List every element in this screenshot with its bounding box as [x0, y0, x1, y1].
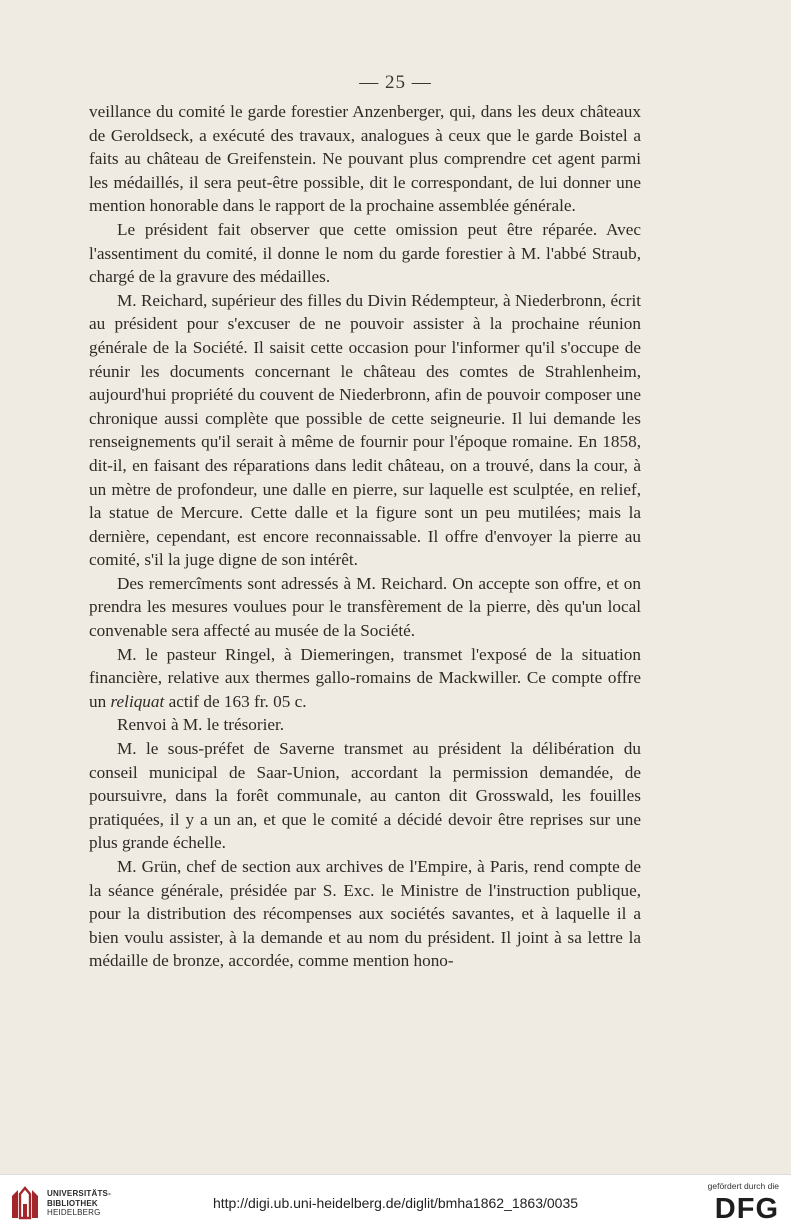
viewer-footer [0, 1174, 791, 1232]
paragraph-4: Des remercîments sont adressés à M. Reichard. On accepte son offre, et on prendra les mesures voulues pour le transfèrement de la pierre, dès qu'un local convenable sera affecté au musée de la Société. [89, 573, 641, 641]
paragraph-5-start: M. le pasteur Ringel, à Diemeringen, transmet l'exposé de la situation financière, relative aux thermes gallo-romains de Mackwiller. Ce compte offre un [89, 644, 641, 711]
paragraph-1: veillance du comité le garde forestier Anzenberger, qui, dans les deux châteaux de Geroldseck, a exécuté des travaux, analogues à ceux que le garde Boistel a faits au château de Greifenstein. Ne pouvant plus comprendre cet agent parmi les médaillés, il sera peut-être possible, dit le correspondant, de lui donner une mention honorable dans le rapport de la prochaine assemblée générale. [89, 102, 641, 216]
library-name-line-3: HEIDELBERG [47, 1208, 101, 1217]
paragraph-3: M. Reichard, supérieur des filles du Divin Rédempteur, à Niederbronn, écrit au président pour s'excuser de ne pouvoir assister à la prochaine réunion générale de la Société. Il saisit cette occasion pour l'informer qu'il s'occupe de réunir les documents concernant le château des comtes de Strahlenheim, aujourd'hui propriété du couvent de Niederbronn, afin de pouvoir composer une chronique aussi complète que possible de cette seigneurie. Il lui demande les renseignements qu'il serait à même de fournir pour l'époque romaine. En 1858, dit-il, en faisant des réparations dans ledit château, on a trouvé, dans la cour, à un mètre de profondeur, une dalle en pierre, sur laquelle est sculptée, en relief, la statue de Mercure. Cette dalle et la figure sont un peu mutilées; mais la dernière, cependant, est encore reconnaissable. Il offre d'envoyer la pierre au comité, s'il la juge digne de son intérêt. [89, 290, 641, 570]
page-number: — 25 — [359, 72, 432, 93]
italic-term: reliquat [110, 691, 165, 711]
body-text [89, 100, 641, 973]
paragraph-7: M. le sous-préfet de Saverne transmet au président la délibération du conseil municipal de Saar-Union, accordant la permission demandée, de poursuivre, dans la forêt communale, au canton dit Grosswald, les fouilles pratiquées, il y a un an, et que le comité a décidé devoir être reprises sur une plus grande échelle. [89, 739, 641, 853]
paragraph-8: M. Grün, chef de section aux archives de l'Empire, à Paris, rend compte de la séance générale, présidée par S. Exc. le Ministre de l'instruction publique, pour la distribution des récompenses aux sociétés savantes, et à laquelle il a bien voulu assister, à la demande et au nom du président. Il joint à sa lettre la médaille de bronze, accordée, comme mention hono- [89, 857, 641, 971]
funder-caption: gefördert durch die [707, 1181, 779, 1191]
paragraph-2: Le président fait observer que cette omission peut être réparée. Avec l'assentiment du comité, il donne le nom du garde forestier à M. l'abbé Straub, chargé de la gravure des médailles. [89, 219, 641, 287]
paragraph-6: Renvoi à M. le trésorier. [117, 715, 285, 735]
dfg-logo: DFG [714, 1193, 779, 1225]
paragraph-5 [89, 643, 641, 714]
library-name-line-2: BIBLIOTHEK [47, 1198, 98, 1208]
permalink-url[interactable]: http://digi.ub.uni-heidelberg.de/diglit/bmha1862_1863/0035 [212, 1195, 579, 1211]
paragraph-5-end: actif de 163 fr. 05 c. [164, 691, 307, 711]
library-name-line-1: UNIVERSITÄTS- [47, 1189, 111, 1198]
